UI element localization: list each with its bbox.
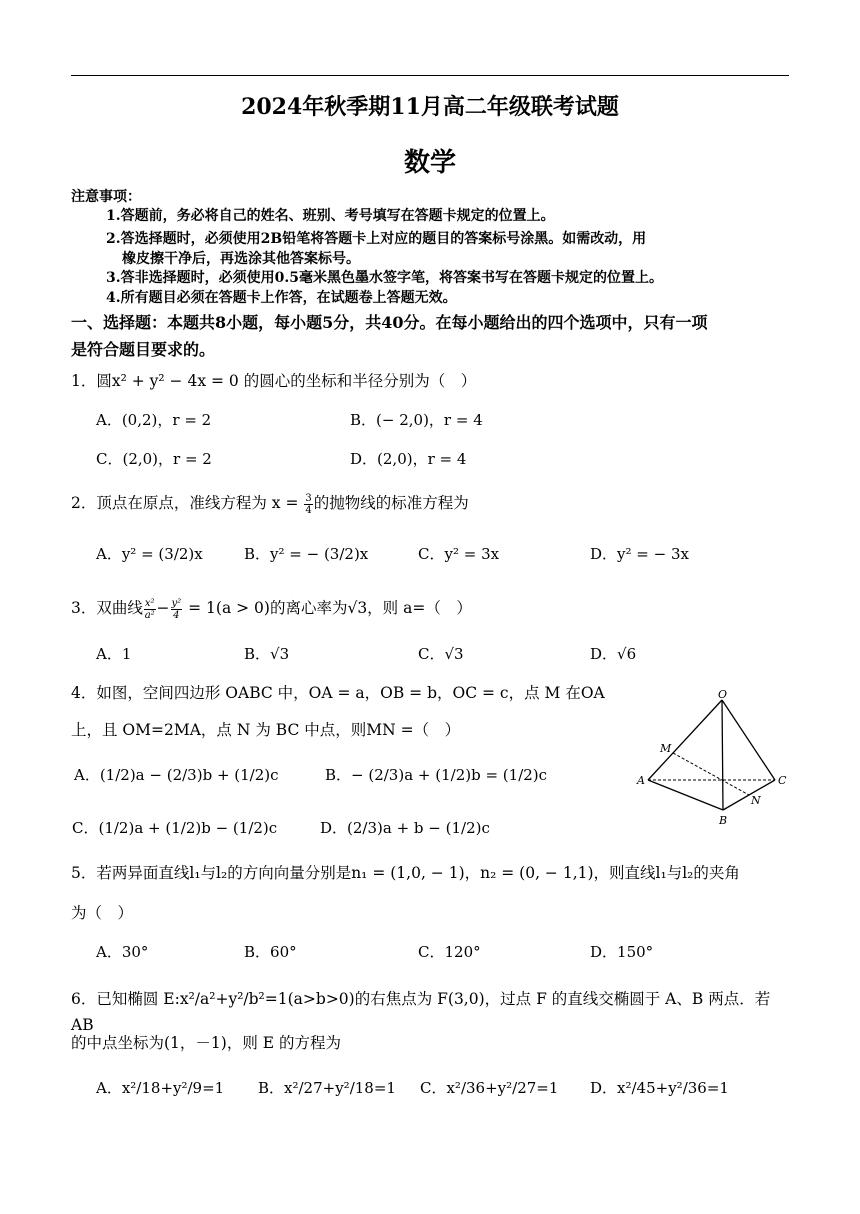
q2-option-d: D．y² = − 3x: [590, 545, 689, 563]
notice-heading: 注意事项：: [71, 189, 141, 205]
label-A: A: [637, 774, 645, 787]
label-B: B: [719, 814, 728, 827]
edge-OB: [722, 700, 723, 810]
q5-option-a: A．30°: [96, 943, 149, 961]
label-C: C: [778, 774, 787, 787]
notice-item-3: 3.答非选择题时，必须使用0.5毫米黑色墨水签字笔，将答案书写在答题卡规定的位置上。: [106, 270, 663, 286]
q6-option-a: A．x²/18+y²/9=1: [96, 1079, 225, 1097]
notice-item-2: 2.答选择题时，必须使用2B铅笔将答题卡上对应的题目的答案标号涂黑。如需改动，用: [106, 231, 647, 247]
q5-option-c: C．120°: [418, 943, 481, 961]
tetrahedron-figure: [630, 688, 795, 830]
q6-option-b: B．x²/27+y²/18=1: [258, 1079, 396, 1097]
label-N: N: [751, 794, 761, 807]
question-1-stem: 1．圆x² + y² − 4x = 0 的圆心的坐标和半径分别为（ ）: [71, 372, 477, 390]
q4-option-d: D．(2/3)a + b − (1/2)c: [320, 819, 490, 837]
notice-item-2-cont: 橡皮擦干净后，再选涂其他答案标号。: [122, 251, 360, 267]
notice-item-4: 4.所有题目必须在答题卡上作答，在试题卷上答题无效。: [106, 290, 457, 306]
q2-option-c: C．y² = 3x: [418, 545, 500, 563]
q2-stem-text-b: 的抛物线的标准方程为: [313, 494, 469, 512]
subject-title: 数学: [403, 148, 456, 178]
question-3-stem: 3．双曲线 $\frac{\text{x²}}{\text{a²}}$ − $\frac{\text{y²}}{4}$ = 1(a > 0)的离心率为√3，则 a=（ ）: [71, 597, 472, 621]
question-6-stem-line2: 的中点坐标为(1，－1)，则 E 的方程为: [71, 1034, 341, 1052]
q1-option-b: B．(− 2,0)，r = 4: [350, 411, 483, 429]
label-M: M: [660, 742, 672, 755]
q3-fraction-y: $\frac{\text{y²}}{4}$: [171, 597, 182, 621]
q5-option-d: D．150°: [590, 943, 654, 961]
q2-option-b: B．y² = − (3/2)x: [244, 545, 369, 563]
q1-option-a: A．(0,2)，r = 2: [96, 411, 212, 429]
q5-option-b: B．60°: [244, 943, 297, 961]
question-4-stem-line2: 上，且 OM=2MA，点 N 为 BC 中点，则MN =（ ）: [71, 721, 461, 739]
question-6-stem-line1: 6．已知椭圆 E:x²/a²+y²/b²=1(a>b>0)的右焦点为 F(3,0)，过点 F 的直线交椭圆于 A、B 两点．若 AB: [71, 990, 771, 1034]
q3-option-b: B．√3: [244, 645, 290, 663]
q3-stem-text-a: 3．双曲线: [71, 599, 143, 617]
q4-option-b: B．− (2/3)a + (1/2)b = (1/2)c: [325, 766, 548, 784]
label-O: O: [718, 688, 728, 701]
q1-option-c: C．(2,0)，r = 2: [96, 450, 212, 468]
q3-fraction-x: $\frac{\text{x²}}{\text{a²}}$: [144, 597, 155, 621]
q3-option-d: D．√6: [590, 645, 637, 663]
q1-option-d: D．(2,0)，r = 4: [350, 450, 467, 468]
edge-OC: [722, 700, 775, 780]
edge-OA: [648, 700, 722, 780]
q2-stem-text-a: 2．顶点在原点，准线方程为 x =: [71, 494, 304, 512]
exam-title: 2024年秋季期11月高二年级联考试题: [241, 94, 619, 120]
section-heading-line2: 是符合题目要求的。: [71, 340, 216, 359]
q4-option-a: A．(1/2)a − (2/3)b + (1/2)c: [74, 766, 279, 784]
notice-item-1: 1.答题前，务必将自己的姓名、班别、考号填写在答题卡规定的位置上。: [106, 208, 555, 224]
q2-fraction: [304, 493, 312, 516]
question-5-stem-line1: 5．若两异面直线l₁与l₂的方向向量分别是n₁ = (1,0, − 1)，n₂ = (0, − 1,1)，则直线l₁与l₂的夹角: [71, 864, 740, 882]
q6-option-d: D．x²/45+y²/36=1: [590, 1079, 729, 1097]
q6-option-c: C．x²/36+y²/27=1: [420, 1079, 559, 1097]
segment-MN: [673, 753, 749, 795]
question-2-stem: [71, 490, 791, 516]
q4-option-c: C．(1/2)a + (1/2)b − (1/2)c: [72, 819, 278, 837]
question-4-stem-line1: 4．如图，空间四边形 OABC 中，OA = a，OB = b，OC = c，点 M 在OA: [71, 684, 605, 702]
q3-option-c: C．√3: [418, 645, 464, 663]
q2-option-a: A．y² = (3/2)x: [96, 545, 203, 563]
q2-fraction-num: 3: [305, 492, 312, 504]
q3-stem-text-b: = 1(a > 0)的离心率为√3，则 a=（ ）: [183, 599, 472, 617]
header-rule: [71, 75, 789, 76]
section-heading-line1: 一、选择题：本题共8小题，每小题5分，共40分。在每小题给出的四个选项中，只有一项: [71, 313, 708, 332]
q3-option-a: A．1: [96, 645, 132, 663]
q2-fraction-den: 4: [305, 504, 312, 516]
edge-AB: [648, 780, 723, 810]
question-5-stem-line2: 为（ ）: [71, 904, 134, 922]
